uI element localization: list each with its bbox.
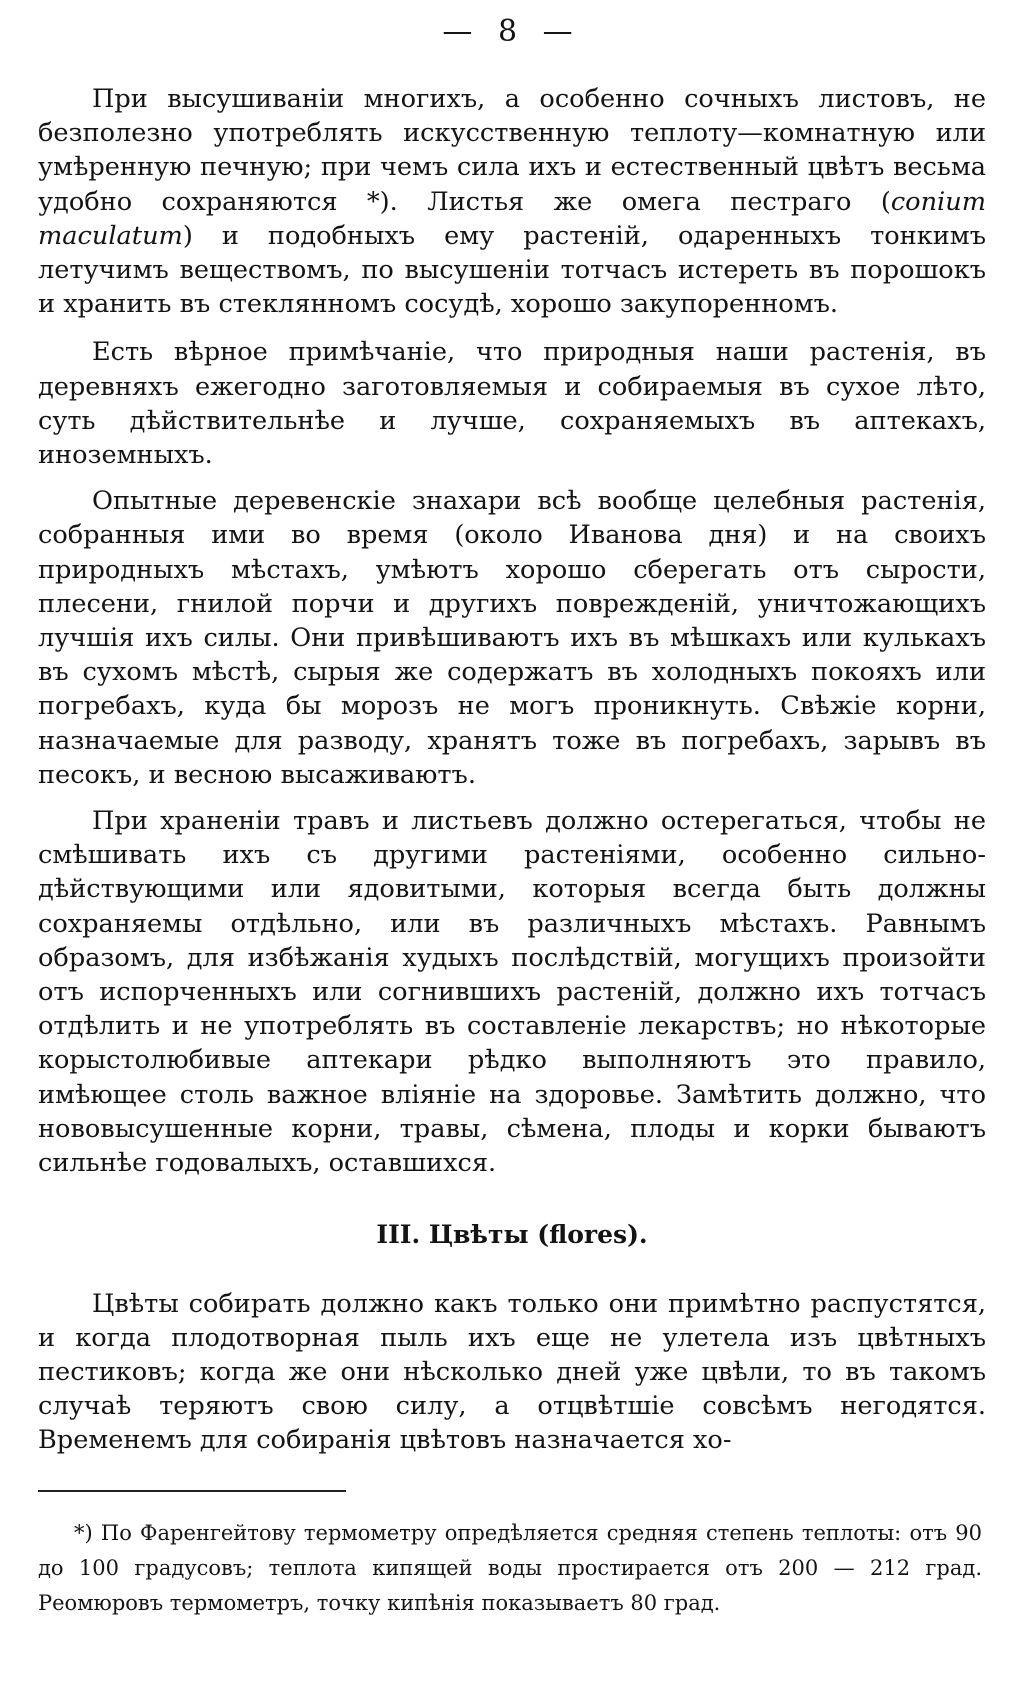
main-text	[38, 82, 986, 1470]
page-number: — 8 —	[442, 14, 581, 49]
section-heading: III. Цвѣты (flores).	[376, 1220, 648, 1250]
latin-plant-name: conium maculatum	[38, 186, 986, 251]
paragraph-drying-leaves	[38, 82, 986, 321]
footnote	[38, 1516, 982, 1621]
paragraph-village-healers: Опытные деревенскіе знахари всѣ вообще целебныя растенія, собранныя ими во время (около Иванова дня) и на своихъ природныхъ мѣстахъ, умѣютъ хорошо сберегать отъ сырости, плесени, гнилой порчи и другихъ поврежденій, уничтожающихъ лучшія ихъ силы. Они привѣшиваютъ ихъ въ мѣшкахъ или кулькахъ въ сухомъ мѣстѣ, сырыя же содержатъ въ холодныхъ покояхъ или погребахъ, куда бы морозъ не могъ проникнуть. Свѣжіе корни, назначаемые для разводу, хранятъ тоже въ погребахъ, зарывъ въ песокъ, и весною высаживаютъ.	[38, 486, 986, 790]
footnote-text: *) По Фаренгейтову термометру опредѣляется средняя степень теплоты: отъ 90 до 100 градусовъ; теплота кипящей воды простирается отъ 200 — 212 град. Реомюровъ термометръ, точку кипѣнія показываетъ 80 град.	[38, 1521, 982, 1615]
paragraph-storage-rules: При храненіи травъ и листьевъ должно остерегаться, чтобы не смѣшивать ихъ съ другими растеніями, особенно сильно-дѣйствующими или ядовитыми, которыя всегда быть должны сохраняемы отдѣльно, или въ различныхъ мѣстахъ. Равнымъ образомъ, для избѣжанія худыхъ послѣдствій, могущихъ произойти отъ испорченныхъ или согнившихъ растеній, должно ихъ тотчасъ отдѣлить и не употреблять въ составленіе лекарствъ; но нѣкоторые корыстолюбивые аптекари рѣдко выполняютъ это правило, имѣющее столь важное вліяніе на здоровье. Замѣтить должно, что нововысушенные корни, травы, сѣмена, плоды и корки бываютъ сильнѣе годовалыхъ, оставшихся.	[38, 806, 986, 1179]
footnote-divider	[38, 1490, 346, 1492]
paragraph-text-end: ) и подобныхъ ему растеній, одаренныхъ тонкимъ летучимъ веществомъ, по высушеніи тотчасъ истереть въ порошокъ и хранить въ стеклянномъ сосудѣ, хорошо закупоренномъ.	[38, 220, 986, 320]
paragraph-flowers: Цвѣты собирать должно какъ только они примѣтно распустятся, и когда плодотворная пыль ихъ еще не улетела изъ цвѣтныхъ пестиковъ; когда же они нѣсколько дней уже цвѣли, то въ такомъ случаѣ теряютъ свою силу, а отцвѣтшіе совсѣмъ негодятся. Временемъ для собиранія цвѣтовъ назначается хо-	[38, 1288, 986, 1456]
paragraph-native-plants: Есть вѣрное примѣчаніе, что природныя наши растенія, въ деревняхъ ежегодно заготовляемыя и собираемыя въ сухое лѣто, суть дѣйствительнѣе и лучше, сохраняемыхъ въ аптекахъ, иноземныхъ.	[38, 337, 986, 471]
paragraph-text-start: При высушиваніи многихъ, а особенно сочныхъ листовъ, не безполезно употреблять искусственную теплоту—комнатную или умѣренную печную; при чемъ сила ихъ и естественный цвѣтъ весьма удобно сохраняются *). Листья же омега пестраго (	[38, 84, 986, 217]
